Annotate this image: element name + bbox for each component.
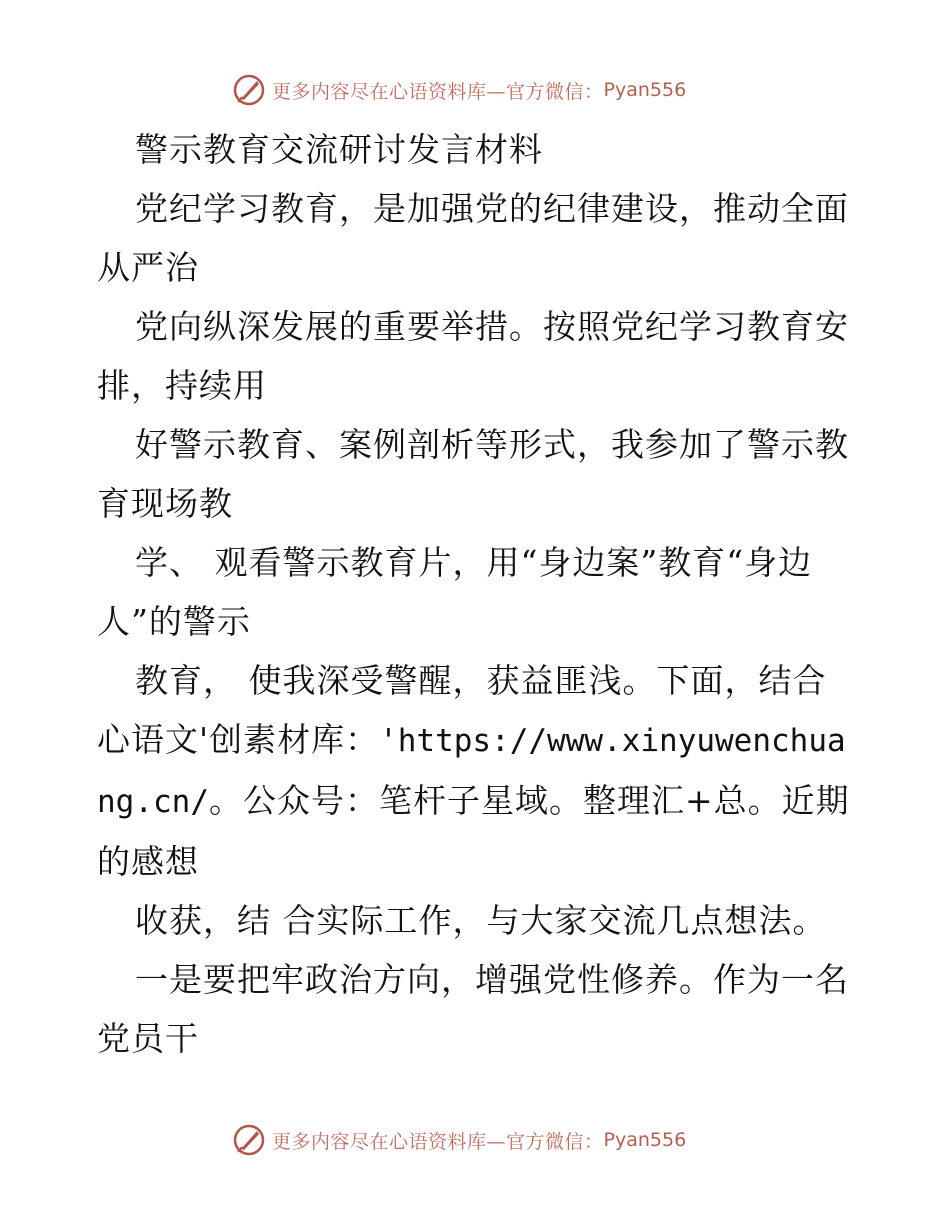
paragraph-3: 好警示教育、案例剖析等形式，我参加了警示教育现场教 bbox=[97, 425, 849, 523]
paragraph-6: 收获，结 合实际工作，与大家交流几点想法。 bbox=[135, 901, 827, 940]
watermark-banner-bottom bbox=[232, 1123, 686, 1157]
watermark-banner-top bbox=[232, 73, 686, 107]
source-url: 'https://www.xinyuwenchuang.cn/ bbox=[97, 723, 846, 820]
watermark-text: 更多内容尽在心语资料库—官方微信： bbox=[272, 1130, 604, 1153]
watermark-wechat-id: Pyan556 bbox=[603, 1129, 687, 1151]
paragraph-5-text: 教育， 使我深受警醒，获益匪浅。下面，结合心语文'创素材库： bbox=[97, 661, 827, 759]
paragraph-5 bbox=[97, 651, 857, 891]
quill-pen-circle-icon bbox=[232, 73, 266, 107]
document-body bbox=[97, 120, 857, 1068]
quill-pen-circle-icon bbox=[232, 1123, 266, 1157]
paragraph-2: 党向纵深发展的重要举措。按照党纪学习教育安排，持续用 bbox=[97, 307, 849, 405]
paragraph-5-tail: 。公众号：笔杆子星域。整理汇+总。近期的感想 bbox=[97, 781, 850, 881]
paragraph-1: 党纪学习教育，是加强党的纪律建设，推动全面从严治 bbox=[97, 189, 849, 287]
paragraph-7: 一是要把牢政治方向，增强党性修养。作为一名党员干 bbox=[97, 960, 849, 1058]
paragraph-4: 学、 观看警示教育片，用“身边案”教育“身边人”的警示 bbox=[97, 543, 813, 641]
document-title: 警示教育交流研讨发言材料 bbox=[135, 130, 543, 169]
watermark-wechat-id: Pyan556 bbox=[603, 79, 687, 101]
watermark-text: 更多内容尽在心语资料库—官方微信： bbox=[272, 80, 604, 103]
